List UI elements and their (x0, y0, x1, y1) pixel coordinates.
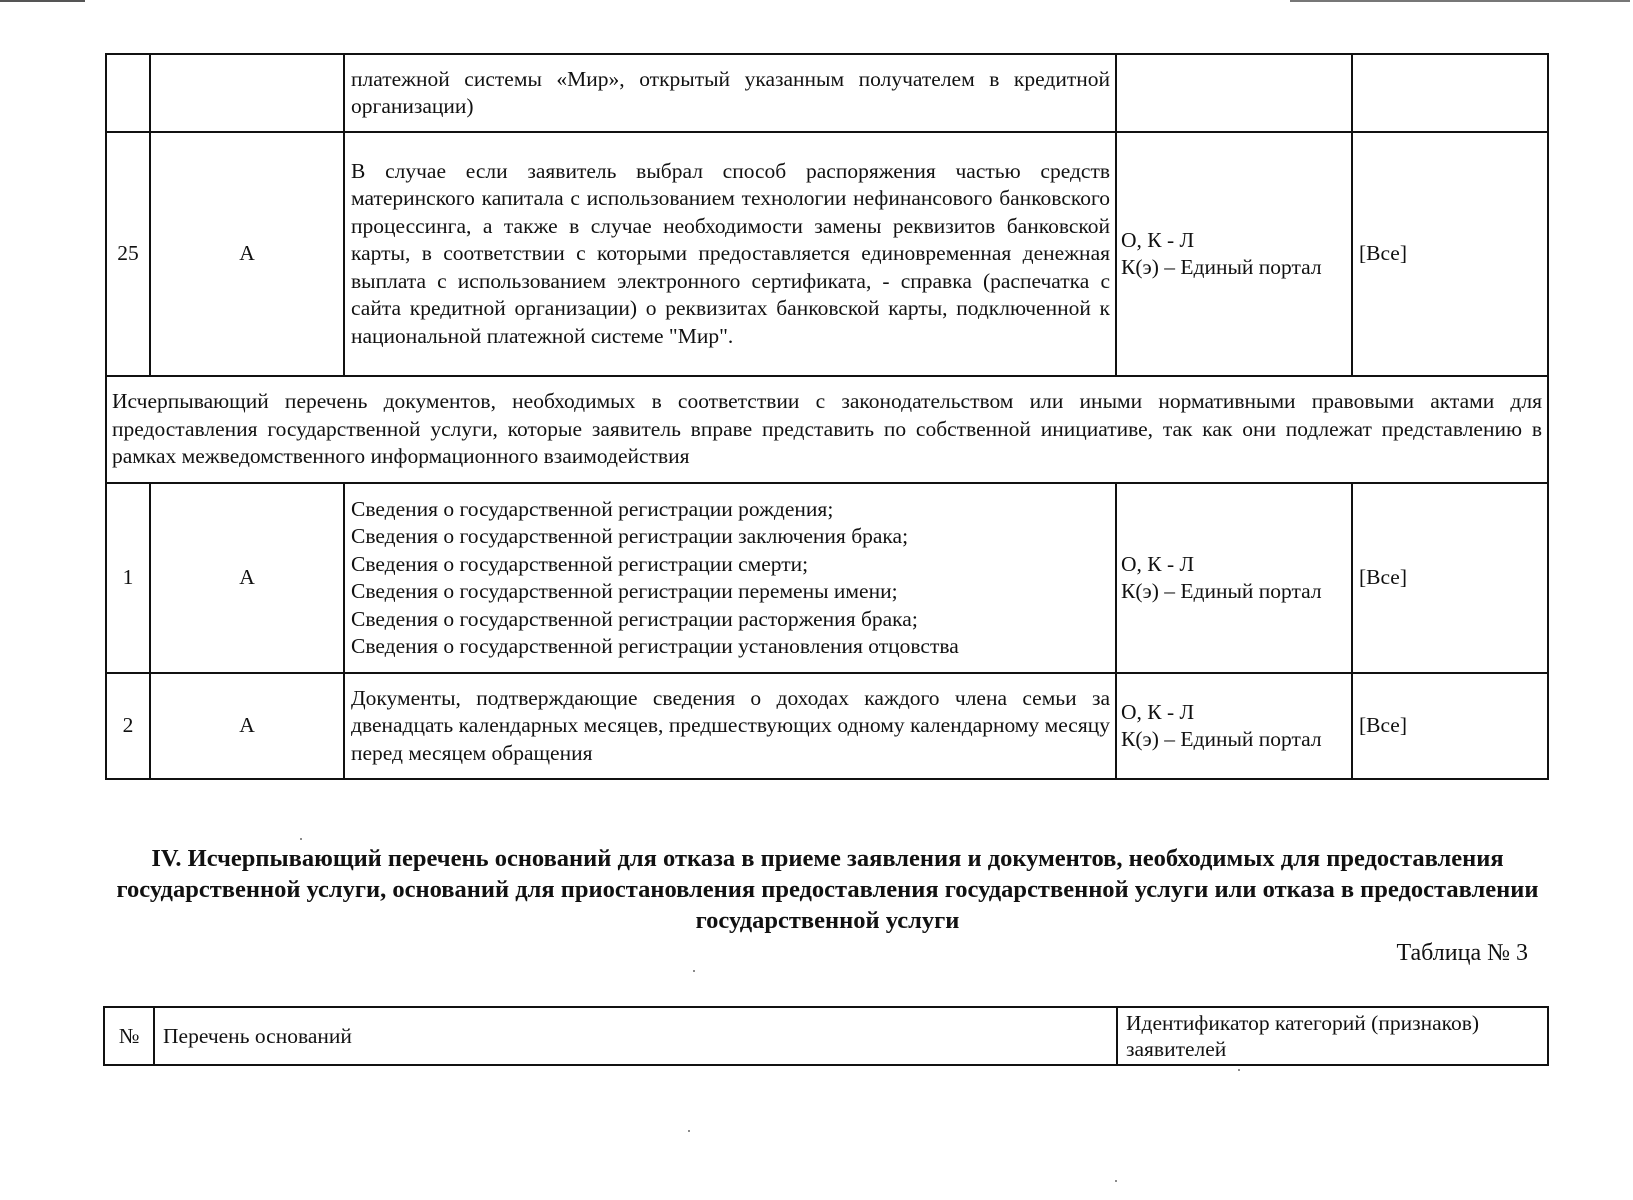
form-line-1: О, К - Л (1121, 227, 1195, 252)
section-heading: IV. Исчерпывающий перечень оснований для отказа в приеме заявления и документов, необходимых для предоставления государственной услуги, оснований для приостановления предоставления государственной услуги или отказа в предоставлении государственной услуги (116, 845, 1539, 934)
row-code-cell (150, 54, 344, 132)
form-line-2: К(э) – Единый портал (1121, 255, 1322, 279)
row-code-cell: А (150, 673, 344, 779)
row-form-cell (1116, 132, 1352, 376)
documents-table (105, 53, 1549, 780)
table-row (106, 132, 1548, 376)
form-line-2: К(э) – Единый портал (1121, 579, 1322, 603)
page-top-rule (0, 0, 1633, 3)
row-description-cell (344, 483, 1116, 673)
description-line: Сведения о государственной регистрации заключения брака; (351, 524, 909, 548)
table-header-row (104, 1007, 1548, 1065)
scan-speck (693, 970, 695, 972)
refusal-reasons-table (103, 1006, 1549, 1066)
section-span-row (106, 376, 1548, 483)
scan-speck (300, 838, 302, 840)
row-categories-cell: [Все] (1352, 132, 1548, 376)
table-row (106, 483, 1548, 673)
description-line: Сведения о государственной регистрации смерти; (351, 551, 809, 576)
form-line-1: О, К - Л (1121, 551, 1195, 576)
row-description-cell: Документы, подтверждающие сведения о доходах каждого члена семьи за двенадцать календарных месяцев, предшествующих одному календарному месяцу перед месяцем обращения (344, 673, 1116, 779)
table-row (106, 54, 1548, 132)
column-header-identifier: Идентификатор категорий (признаков) заявителей (1117, 1007, 1548, 1065)
scan-speck (1115, 1180, 1117, 1182)
description-line: Сведения о государственной регистрации рождения; (351, 496, 834, 521)
row-categories-cell: [Все] (1352, 673, 1548, 779)
row-number-cell: 2 (106, 673, 150, 779)
form-line-1: О, К - Л (1121, 699, 1195, 724)
table-row (106, 673, 1548, 779)
row-number-cell (106, 54, 150, 132)
row-categories-cell (1352, 54, 1548, 132)
description-line: Сведения о государственной регистрации расторжения брака; (351, 606, 918, 631)
scan-speck (1238, 1069, 1240, 1071)
row-code-cell: А (150, 483, 344, 673)
row-form-cell (1116, 673, 1352, 779)
row-number-cell: 25 (106, 132, 150, 376)
column-header-reasons: Перечень оснований (154, 1007, 1117, 1065)
form-line-2: К(э) – Единый портал (1121, 727, 1322, 751)
span-row-text: Исчерпывающий перечень документов, необходимых в соответствии с законодательством или иными нормативными правовыми актами для предоставления государственной услуги, которые заявитель вправе представить по собственной инициативе, так как они подлежат представлению в рамках межведомственного информационного взаимодействия (106, 376, 1548, 483)
top-rule-right (1290, 0, 1630, 2)
description-line: Сведения о государственной регистрации перемены имени; (351, 579, 898, 603)
row-categories-cell: [Все] (1352, 483, 1548, 673)
row-description-cell: В случае если заявитель выбрал способ распоряжения частью средств материнского капитала с использованием технологии нефинансового банковского процессинга, а также в случае необходимости замены реквизитов банковской карты, в соответствии с которыми предоставляется единовременная денежная выплата с использованием электронного сертификата, - справка (распечатка с сайта кредитной организации) о реквизитах банковской карты, подключенной к национальной платежной системе "Мир". (344, 132, 1116, 376)
table-number-label: Таблица № 3 (1396, 940, 1528, 966)
row-number-cell: 1 (106, 483, 150, 673)
column-header-number: № (104, 1007, 154, 1065)
scan-speck (688, 1130, 690, 1132)
row-form-cell (1116, 483, 1352, 673)
row-description-cell: платежной системы «Мир», открытый указанным получателем в кредитной организации) (344, 54, 1116, 132)
row-form-cell (1116, 54, 1352, 132)
description-line: Сведения о государственной регистрации установления отцовства (351, 634, 959, 658)
top-rule-left (0, 0, 85, 2)
row-code-cell: А (150, 132, 344, 376)
